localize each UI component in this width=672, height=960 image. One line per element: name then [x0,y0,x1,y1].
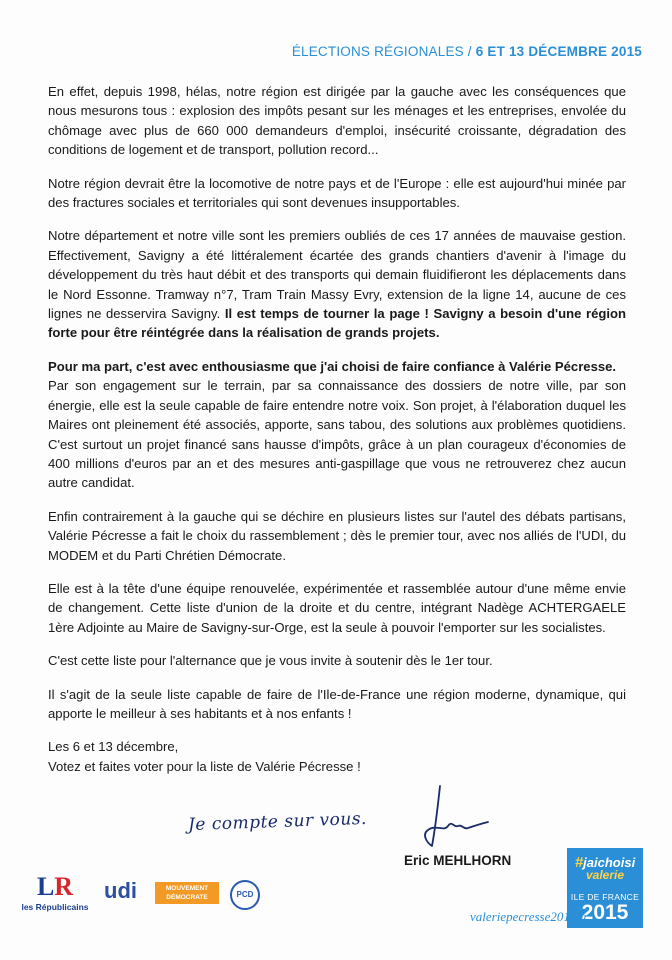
paragraph-7: C'est cette liste pour l'alternance que je vous invite à soutenir dès le 1er tour. [48,653,493,669]
lr-logo-text: les Républicains [21,902,89,912]
hashtag-icon: # [574,854,584,871]
badge-hashtag-line-1: jaichoisi [583,855,636,870]
modem-line-2: DÉMOCRATE [166,894,208,901]
paragraph-9-line-1: Les 6 et 13 décembre, [48,739,179,755]
header-dates: 6 ET 13 DÉCEMBRE 2015 [475,44,642,59]
handwritten-note: Je compte sur vous. [187,808,368,836]
udi-logo: udi [104,878,137,903]
paragraph-3-text: Notre département et notre ville sont les premiers oubliés de ces 17 années de mauvaise gestion. Effectivement, Savigny a été littéralement écartée des grands chantiers d'avenir à l'image du développement du très haut débit et des transports qui demain fluidifieront les déplacements dans le Nord Essonne. Tramway n°7, Tram Train Massy Evry, extension de la ligne 14, aucune de ces lignes ne desservira Savigny. [48,228,626,322]
pcd-logo: PCD [230,880,260,910]
les-republicains-logo [20,874,90,912]
election-header [292,44,642,59]
signature-scribble [418,784,498,854]
paragraph-6: Elle est à la tête d'une équipe renouvelée, expérimentée et rassemblée autour d'une même envie de changement. Cette liste d'union de la droite et du centre, intégrant Nadège ACHTERGAELE 1ère Adjointe au Maire de Savigny-sur-Orge, est la seule à pouvoir l'emporter sur les socialistes. [48,580,626,635]
paragraph-1: En effet, depuis 1998, hélas, notre région est dirigée par la gauche avec les conséquences que nous mesurons tous : explosion des impôts pesant sur les ménages et les entreprises, envolée du chômage avec plus de 660 000 demandeurs d'emploi, insécurité croissante, dégradation des conditions de logement et de transport, pollution record... [48,84,626,158]
paragraph-4-emphasis: Pour ma part, c'est avec enthousiasme que j'ai choisi de faire confiance à Valérie Pécresse. [48,358,617,374]
paragraph-9-line-2: Votez et faites voter pour la liste de Valérie Pécresse ! [48,758,361,774]
campaign-website: valeriepecresse2015.fr [470,909,589,924]
header-title: ÉLECTIONS RÉGIONALES / [291,44,476,59]
paragraph-4: Par son engagement sur le terrain, par sa connaissance des dossiers de notre ville, par son énergie, elle est la seule capable de faire entendre notre voix. Son projet, à l'élaboration duquel les Maires ont pleinement été associés, apporte, sans tabou, des solutions aux problèmes quotidiens. C'est surtout un projet financé sans hausse d'impôts, grâce à un plan courageux d'économies de 400 millions d'euros par an et des mesures anti-gaspillage que vous ne retrouverez chez aucun autre candidat. [48,378,626,491]
badge-hashtag-line-2: valerie [585,868,625,882]
lr-mark-l: L [36,872,55,901]
paragraph-3 [48,226,626,342]
paragraph-5: Enfin contrairement à la gauche qui se déchire en plusieurs listes sur l'autel des débats partisans, Valérie Pécresse a fait le choix du rassemblement ; dès le premier tour, avec nos alliés de l'UDI, du MODEM et du Parti Chrétien Démocrate. [48,508,626,563]
lr-mark-r: R [54,872,74,901]
modem-logo [155,882,219,904]
modem-line-1: MOUVEMENT [165,885,209,892]
badge-region: ILE DE FRANCE [570,892,640,902]
letter-body [48,82,626,790]
signer-name: Eric MEHLHORN [404,853,512,868]
paragraph-2: Notre région devrait être la locomotive de notre pays et de l'Europe : elle est aujourd'hui minée par des fractures sociales et territoriales qui sont devenues insupportables. [48,175,626,211]
party-logos [20,868,280,918]
paragraph-3-emphasis: Il est temps de tourner la page ! Savigny a besoin d'une région forte pour être réintégrée dans la réalisation de grands projets. [48,306,626,341]
badge-year: 2015 [581,901,629,924]
paragraph-8: Il s'agit de la seule liste capable de faire de l'Ile-de-France une région moderne, dynamique, qui apporte le meilleur à ses habitants et à nos enfants ! [48,686,626,721]
